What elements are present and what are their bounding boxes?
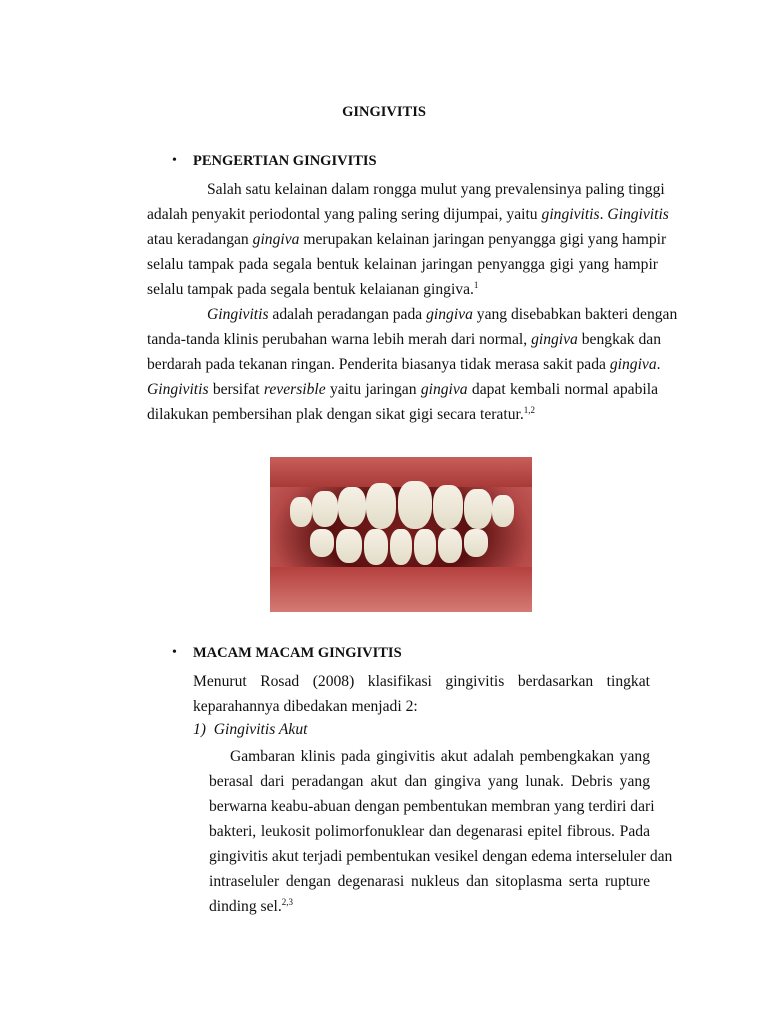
- section-heading-macam: MACAM MACAM GINGIVITIS: [193, 645, 402, 661]
- text-segment: Gingivitis: [607, 206, 669, 223]
- text-segment: bengkak dan: [577, 331, 661, 348]
- text-segment: keparahannya dibedakan menjadi 2:: [193, 698, 418, 715]
- text-segment: dapat kembali normal apabila: [467, 381, 658, 398]
- bullet-icon: •: [172, 153, 177, 168]
- text-segment: Salah satu kelainan dalam rongga mulut yang prevalensinya paling tinggi: [207, 181, 665, 198]
- text-segment: adalah peradangan pada: [268, 306, 427, 323]
- text-line: [147, 227, 667, 252]
- text-segment: yang disebabkan bakteri dengan: [472, 306, 678, 323]
- text-line: [209, 869, 650, 894]
- text-segment: atau keradangan: [147, 231, 253, 248]
- subheading-gingivitis-akut: 1) Gingivitis Akut: [193, 721, 308, 738]
- gingivitis-teeth-photo: [270, 457, 532, 612]
- text-line: [209, 744, 650, 769]
- text-line: [209, 894, 650, 919]
- text-segment: Gambaran klinis pada gingivitis akut adalah pembengkakan yang: [230, 748, 650, 765]
- text-segment: merupakan kelainan jaringan penyangga gigi yang hampir: [299, 231, 667, 248]
- text-line: [147, 277, 658, 302]
- paragraph-description: [147, 302, 678, 427]
- text-segment: berasal dari peradangan akut dan gingiva yang lunak. Debris yang: [209, 773, 650, 790]
- text-line: [209, 844, 673, 869]
- text-line: [147, 202, 669, 227]
- text-segment: berwarna keabu-abuan dengan pembentukan membran yang terdiri dari: [209, 798, 655, 815]
- text-line: [147, 327, 661, 352]
- text-line: [209, 769, 650, 794]
- citation-superscript: 1: [473, 280, 479, 290]
- paragraph-classification: [193, 669, 650, 719]
- text-segment: gingiva: [426, 306, 473, 323]
- text-segment: gingiva: [252, 231, 300, 248]
- text-line: [147, 177, 665, 202]
- text-line: [147, 352, 661, 377]
- text-segment: selalu tampak pada segala bentuk kelaianan gingiva.: [147, 281, 474, 298]
- paragraph-gingivitis-akut: [209, 744, 673, 919]
- text-segment: .: [599, 206, 608, 223]
- bullet-icon: •: [172, 645, 177, 660]
- text-line: [209, 819, 650, 844]
- text-line: [193, 669, 650, 694]
- text-segment: intraseluler dengan degenarasi nukleus dan sitoplasma serta rupture: [209, 873, 650, 890]
- paragraph-definition: [147, 177, 669, 302]
- text-line: [147, 302, 678, 327]
- citation-superscript: 1,2: [523, 405, 535, 415]
- text-segment: selalu tampak pada segala bentuk kelainan jaringan penyangga gigi yang hampir: [147, 256, 658, 273]
- text-segment: gingiva: [420, 381, 468, 398]
- text-segment: dinding sel.: [209, 898, 282, 915]
- text-segment: bersifat: [208, 381, 264, 398]
- text-segment: bakteri, leukosit polimorfonuklear dan degenarasi epitel fibrous. Pada: [209, 823, 650, 840]
- text-segment: gingivitis: [541, 206, 600, 223]
- text-segment: dilakukan pembersihan plak dengan sikat gigi secara teratur.: [147, 406, 524, 423]
- text-segment: gingiva: [609, 356, 657, 373]
- text-segment: yaitu jaringan: [325, 381, 421, 398]
- text-segment: Menurut Rosad (2008) klasifikasi gingivitis berdasarkan tingkat: [193, 673, 650, 690]
- text-segment: .: [656, 356, 661, 373]
- text-segment: gingivitis akut terjadi pembentukan vesikel dengan edema interseluler dan: [209, 848, 673, 865]
- text-segment: berdarah pada tekanan ringan. Penderita biasanya tidak merasa sakit pada: [147, 356, 610, 373]
- text-segment: gingiva: [531, 331, 578, 348]
- text-line: [193, 694, 650, 719]
- text-line: [147, 402, 658, 427]
- text-line: [209, 794, 655, 819]
- text-line: [147, 252, 658, 277]
- section-heading-pengertian: PENGERTIAN GINGIVITIS: [193, 153, 377, 169]
- text-segment: Gingivitis: [147, 381, 209, 398]
- text-segment: tanda-tanda klinis perubahan warna lebih merah dari normal,: [147, 331, 532, 348]
- page-title: GINGIVITIS: [342, 104, 426, 120]
- citation-superscript: 2,3: [281, 897, 294, 907]
- text-segment: adalah penyakit periodontal yang paling sering dijumpai, yaitu: [147, 206, 542, 223]
- text-line: [147, 377, 658, 402]
- text-segment: reversible: [263, 381, 326, 398]
- text-segment: Gingivitis: [207, 306, 269, 323]
